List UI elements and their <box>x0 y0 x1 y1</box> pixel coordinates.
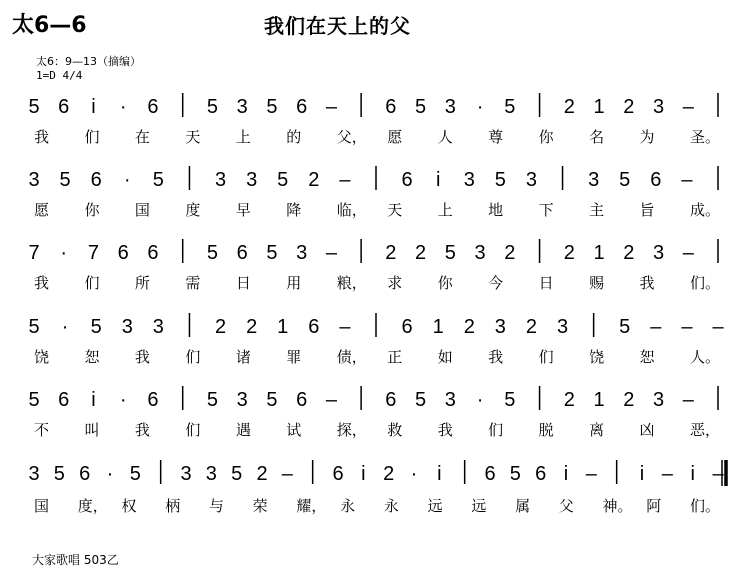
lyric-syllable: 国 <box>34 497 50 515</box>
note: 1 <box>432 316 444 338</box>
note: – <box>650 316 662 338</box>
score-line <box>28 386 720 439</box>
note: 3 <box>214 169 227 191</box>
lyric-syllable: 早 <box>235 201 251 219</box>
note: – <box>681 169 693 191</box>
lyric-syllable: 地 <box>488 201 504 219</box>
note: · <box>476 96 484 118</box>
note: 3 <box>494 316 506 338</box>
lyric-syllable: 们 <box>84 128 100 146</box>
note: 6 <box>296 389 308 411</box>
lyric-syllable: 成。 <box>690 201 721 219</box>
note: 3 <box>444 96 456 118</box>
lyric-syllable: 如 <box>437 348 453 366</box>
note: 6 <box>117 242 129 264</box>
note: 2 <box>563 242 575 264</box>
score-line <box>28 313 724 366</box>
lyric-syllable: 我 <box>639 274 655 292</box>
lyric-syllable: 为 <box>639 128 655 146</box>
note: 2 <box>463 316 475 338</box>
note: i <box>91 389 96 411</box>
note: 3 <box>180 463 192 485</box>
note: 7 <box>28 242 40 264</box>
lyric-syllable: 荣 <box>252 497 268 515</box>
lyric-syllable: 饶 <box>589 348 605 366</box>
note: i <box>563 463 569 485</box>
lyric-syllable: 试 <box>286 421 302 439</box>
note: 3 <box>236 389 248 411</box>
note: 1 <box>593 242 605 264</box>
lyric-syllable: 债， <box>336 348 367 366</box>
note: 2 <box>385 242 397 264</box>
note: 1 <box>277 316 289 338</box>
score-line <box>28 460 724 515</box>
lyric-syllable: 耀， <box>296 497 327 515</box>
note: i <box>639 463 645 485</box>
note: · <box>61 316 69 338</box>
note: 6 <box>58 96 70 118</box>
note: · <box>476 389 484 411</box>
note: i <box>91 96 96 118</box>
note: 5 <box>266 389 278 411</box>
lyric-syllable: 们 <box>84 274 100 292</box>
note: 5 <box>415 389 427 411</box>
lyric-syllable: 人。 <box>690 348 721 366</box>
lyric-syllable: 名 <box>589 128 605 146</box>
lyric-syllable: 度 <box>185 201 201 219</box>
lyric-syllable: 尊 <box>488 128 504 146</box>
note: 6 <box>401 316 413 338</box>
lyric-syllable: 愿 <box>34 201 50 219</box>
lyric-syllable: 救 <box>387 421 403 439</box>
lyric-syllable: 探， <box>336 421 367 439</box>
note: 2 <box>504 242 516 264</box>
note: i <box>361 463 366 485</box>
note: – <box>681 316 693 338</box>
note: 3 <box>152 316 164 338</box>
lyric-syllable: 度， <box>77 497 108 515</box>
lyric-syllable: 用 <box>286 274 302 292</box>
note: · <box>119 96 127 118</box>
note: 6 <box>147 242 159 264</box>
note: – <box>585 463 597 485</box>
lyric-syllable: 离 <box>589 421 605 439</box>
lyric-syllable: 我 <box>437 421 453 439</box>
lyric-syllable: 上 <box>235 128 251 146</box>
note: 2 <box>415 242 427 264</box>
lyric-syllable: 在 <box>134 128 150 146</box>
source-citation: 太6：9—13（摘编） <box>36 55 141 68</box>
lyric-syllable: 们 <box>185 348 201 366</box>
note: 3 <box>474 242 486 264</box>
note: · <box>106 463 114 485</box>
lyric-syllable: 下 <box>538 201 554 219</box>
note: 2 <box>256 463 268 485</box>
note: 5 <box>90 316 102 338</box>
lyric-syllable: 国 <box>134 201 150 219</box>
lyric-syllable: 日 <box>235 274 251 292</box>
lyric-syllable: 遇 <box>235 421 251 439</box>
lyric-syllable: 圣。 <box>690 128 721 146</box>
note: 5 <box>619 316 631 338</box>
note: 3 <box>28 169 40 191</box>
note: – <box>682 96 694 118</box>
lyric-syllable: 需 <box>185 274 201 292</box>
lyric-syllable: 主 <box>589 201 605 219</box>
lyric-syllable: 天 <box>387 201 403 219</box>
note: 6 <box>147 389 159 411</box>
note: 3 <box>556 316 569 338</box>
lyric-syllable: 父 <box>558 497 574 515</box>
lyric-syllable: 日 <box>538 274 554 292</box>
note: 6 <box>484 463 496 485</box>
lyric-syllable: 柄 <box>165 497 181 515</box>
lyric-syllable: 神。 <box>602 497 633 515</box>
note: 5 <box>504 389 516 411</box>
note: – <box>712 463 724 485</box>
lyric-syllable: 阿 <box>646 497 662 515</box>
lyric-syllable: 父， <box>336 128 367 146</box>
score-line <box>28 239 720 292</box>
note: 6 <box>308 316 320 338</box>
note: i <box>690 463 695 485</box>
note: 6 <box>90 169 102 191</box>
note: 5 <box>266 242 278 264</box>
note: 5 <box>509 463 521 485</box>
note: 1 <box>593 96 605 118</box>
lyric-syllable: 我 <box>134 421 150 439</box>
lyric-syllable: 你 <box>84 201 100 219</box>
note: 5 <box>619 169 631 191</box>
note: 5 <box>59 169 71 191</box>
note: · <box>119 389 127 411</box>
lyric-syllable: 所 <box>134 274 150 292</box>
note: · <box>123 169 131 191</box>
song-title: 我们在天上的父 <box>264 14 411 38</box>
note: 2 <box>383 463 395 485</box>
note: 2 <box>623 389 635 411</box>
lyric-syllable: 恕 <box>84 348 100 366</box>
note: 5 <box>504 96 516 118</box>
score-line <box>28 93 720 146</box>
lyric-syllable: 你 <box>437 274 453 292</box>
lyric-syllable: 赐 <box>589 274 605 292</box>
lyric-syllable: 不 <box>34 421 50 439</box>
note: 6 <box>401 169 413 191</box>
lyric-syllable: 的 <box>286 128 302 146</box>
lyric-syllable: 们 <box>185 421 201 439</box>
lyric-syllable: 旨 <box>639 201 655 219</box>
note: 6 <box>58 389 70 411</box>
lyric-syllable: 粮， <box>336 274 367 292</box>
note: 2 <box>214 316 227 338</box>
note: · <box>410 463 418 485</box>
note: 2 <box>623 242 635 264</box>
lyric-syllable: 我 <box>488 348 504 366</box>
lyric-syllable: 降 <box>286 201 302 219</box>
lyric-syllable: 正 <box>387 348 403 366</box>
lyric-syllable: 求 <box>387 274 403 292</box>
note: 3 <box>205 463 217 485</box>
note: i <box>437 463 442 485</box>
note: 5 <box>152 169 164 191</box>
lyric-syllable: 诸 <box>235 348 251 366</box>
lyric-syllable: 们。 <box>690 497 721 515</box>
note: 2 <box>246 316 258 338</box>
lyric-syllable: 们。 <box>690 274 721 292</box>
scripture-reference: 太6—6 <box>12 13 87 38</box>
note: 6 <box>650 169 662 191</box>
note: 2 <box>563 389 575 411</box>
lyric-syllable: 饶 <box>34 348 50 366</box>
note: 6 <box>385 96 397 118</box>
note: 5 <box>28 316 40 338</box>
note: 5 <box>53 463 65 485</box>
note: 6 <box>535 463 547 485</box>
lyric-syllable: 人 <box>437 128 453 146</box>
lyric-syllable: 远 <box>427 497 443 515</box>
note: – <box>682 389 694 411</box>
lyric-syllable: 永 <box>383 497 399 515</box>
note: 6 <box>147 96 159 118</box>
lyric-syllable: 恕 <box>639 348 655 366</box>
note: 3 <box>121 316 133 338</box>
note: 6 <box>385 389 397 411</box>
lyric-syllable: 你 <box>538 128 554 146</box>
note: 5 <box>231 463 243 485</box>
note: 3 <box>652 242 665 264</box>
note: – <box>325 389 337 411</box>
lyric-syllable: 我 <box>134 348 150 366</box>
lyric-syllable: 愿 <box>387 128 403 146</box>
note: i <box>435 169 441 191</box>
lyric-syllable: 今 <box>488 274 504 292</box>
note: 3 <box>588 169 600 191</box>
note: 5 <box>28 96 40 118</box>
lyric-syllable: 上 <box>437 201 453 219</box>
note: 2 <box>308 169 320 191</box>
note: 3 <box>652 389 665 411</box>
note: – <box>339 316 351 338</box>
note: – <box>325 242 337 264</box>
lyric-syllable: 们 <box>538 348 554 366</box>
note: 5 <box>206 96 218 118</box>
note: 6 <box>79 463 91 485</box>
note: 5 <box>206 242 218 264</box>
lyric-syllable: 远 <box>471 497 487 515</box>
lyric-syllable: 属 <box>515 497 531 515</box>
note: 2 <box>563 96 575 118</box>
note: 3 <box>246 169 258 191</box>
note: 5 <box>28 389 40 411</box>
note: 5 <box>266 96 278 118</box>
lyric-syllable: 叫 <box>84 421 100 439</box>
lyric-syllable: 恶， <box>690 421 721 439</box>
note: 1 <box>593 389 605 411</box>
lyric-syllable: 凶 <box>639 421 655 439</box>
note: – <box>712 316 724 338</box>
hymnal-reference: 大家歌唱 503乙 <box>32 553 119 567</box>
note: 6 <box>236 242 248 264</box>
note: 3 <box>652 96 665 118</box>
lyric-syllable: 罪 <box>286 348 302 366</box>
lyric-syllable: 权 <box>121 497 137 515</box>
lyric-syllable: 临， <box>336 201 367 219</box>
note: 3 <box>525 169 538 191</box>
note: 5 <box>277 169 289 191</box>
note: 3 <box>463 169 475 191</box>
note: 6 <box>332 463 344 485</box>
note: 2 <box>623 96 635 118</box>
note: 3 <box>444 389 456 411</box>
note: 5 <box>129 463 141 485</box>
note: – <box>682 242 694 264</box>
note: · <box>60 242 68 264</box>
note: 5 <box>415 96 427 118</box>
note: – <box>661 463 673 485</box>
lyric-syllable: 我 <box>34 274 50 292</box>
note: 7 <box>87 242 100 264</box>
key-signature: 1=D 4/4 <box>36 69 83 82</box>
lyric-syllable: 们 <box>488 421 504 439</box>
note: – <box>339 169 351 191</box>
lyric-syllable: 脱 <box>538 421 554 439</box>
note: 5 <box>206 389 218 411</box>
score-line <box>28 166 720 219</box>
note: 3 <box>28 463 40 485</box>
note: 5 <box>444 242 456 264</box>
note: 2 <box>525 316 538 338</box>
lyric-syllable: 与 <box>208 497 224 515</box>
note: – <box>325 96 337 118</box>
note: 6 <box>296 96 308 118</box>
lyric-syllable: 天 <box>185 128 201 146</box>
lyric-syllable: 我 <box>34 128 50 146</box>
note: 3 <box>296 242 308 264</box>
note: 5 <box>494 169 506 191</box>
note: – <box>281 463 293 485</box>
note: 3 <box>236 96 248 118</box>
lyric-syllable: 永 <box>340 497 356 515</box>
